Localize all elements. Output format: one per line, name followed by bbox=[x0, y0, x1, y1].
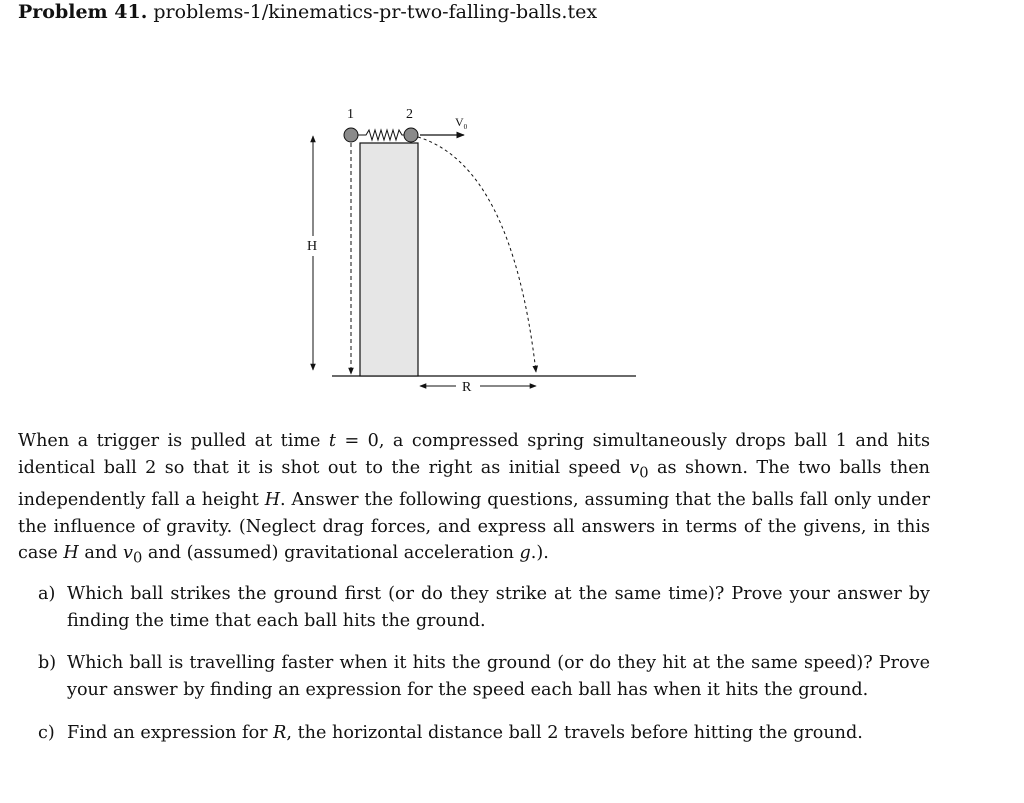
ball-1-label: 1 bbox=[347, 107, 354, 122]
ball-2-trajectory bbox=[418, 137, 536, 372]
question-a-text: Which ball strikes the ground first (or do they strike at the same time)? Prove your answer by finding the time that each ball hits the ground. bbox=[67, 584, 930, 631]
file-path: problems-1/kinematics-pr-two-falling-balls.tex bbox=[153, 1, 598, 23]
tower bbox=[360, 143, 418, 376]
problem-statement: When a trigger is pulled at time t = 0, a compressed spring simultaneously drops ball 1 and hits identical ball 2 so that it is shot out to the right as initial speed $v_0$ as shown. The two balls then independently fall a height H. Answer the following questions, assuming that the balls fall only under the influence of gravity. (Neglect drag forces, and express all answers in terms of the givens, in this case H and $v_0$ and (assumed) gravitational acceleration g.). bbox=[18, 431, 931, 567]
question-b bbox=[38, 650, 930, 703]
ball-2-label: 2 bbox=[406, 107, 413, 122]
problem-label: Problem 41. bbox=[18, 1, 148, 23]
spring bbox=[358, 130, 405, 140]
ball-1 bbox=[344, 128, 358, 142]
question-c-text: Find an expression for R, the horizontal distance ball 2 travels before hitting the ground. bbox=[67, 722, 863, 743]
question-b-label: b) bbox=[38, 653, 57, 674]
question-c-label: c) bbox=[38, 722, 55, 743]
ball-2 bbox=[404, 128, 418, 142]
range-label: R bbox=[462, 380, 472, 395]
question-c bbox=[38, 720, 930, 747]
question-b-text: Which ball is travelling faster when it hits the ground (or do they hit at the same speed)? Prove your answer by finding an expression for the speed each ball has when it hits the ground. bbox=[67, 653, 930, 701]
velocity-label: $V_0$ bbox=[455, 115, 468, 131]
question-list bbox=[38, 581, 930, 763]
height-label: H bbox=[307, 239, 318, 254]
question-a-label: a) bbox=[38, 584, 56, 604]
question-a bbox=[38, 581, 930, 634]
